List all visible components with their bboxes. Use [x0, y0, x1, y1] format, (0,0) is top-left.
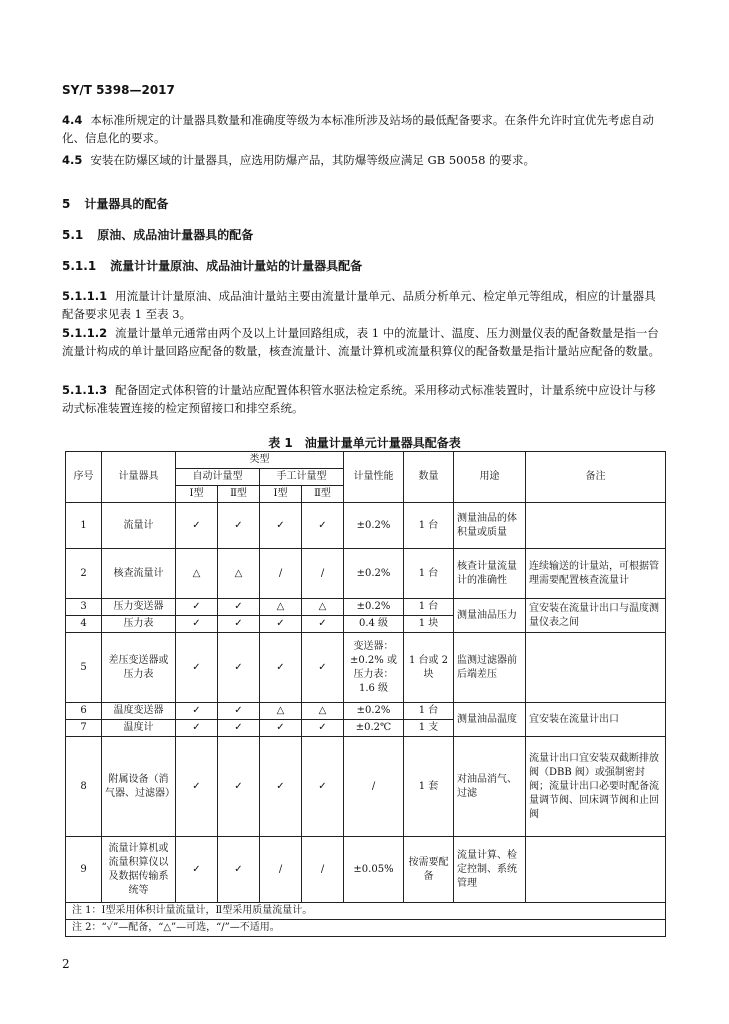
clause-5-1-1-3 [62, 381, 666, 417]
cell-usage: 测量油品压力 [454, 599, 526, 633]
cell-seq: 6 [66, 703, 102, 720]
cell-remarks: 流量计出口宜安装双截断排放阀（DBB 阀）或强制密封阀；流量计出口必要时配备流量调节阀、回床调节阀和止回阀 [526, 737, 666, 837]
cell-mark: △ [260, 599, 302, 616]
header-performance: 计量性能 [344, 452, 404, 503]
cell-mark: △ [302, 599, 344, 616]
cell-performance: 0.4 级 [344, 616, 404, 633]
heading-number: 5.1.1 [62, 259, 97, 273]
cell-mark: ✓ [260, 737, 302, 837]
cell-mark: ✓ [218, 720, 260, 737]
clause-text: 用流量计计量原油、成品油计量站主要由流量计量单元、品质分析单元、检定单元等组成，相应的计量器具配备要求见表 1 至表 3。 [62, 289, 656, 321]
cell-mark: ✓ [218, 616, 260, 633]
cell-seq: 1 [66, 503, 102, 549]
table-note-row [66, 903, 666, 920]
cell-instrument: 附属设备（消气器、过滤器） [102, 737, 176, 837]
heading-number: 5.1 [62, 228, 84, 242]
table-row [66, 737, 666, 837]
cell-performance: / [344, 737, 404, 837]
cell-seq: 3 [66, 599, 102, 616]
cell-remarks [526, 633, 666, 703]
cell-usage: 核查计量流量计的准确性 [454, 549, 526, 599]
header-instrument: 计量器具 [102, 452, 176, 503]
cell-seq: 2 [66, 549, 102, 599]
cell-performance: ±0.05% [344, 837, 404, 903]
cell-performance: 变送器：±0.2% 或压力表：1.6 级 [344, 633, 404, 703]
cell-quantity: 1 台 [404, 703, 454, 720]
cell-quantity: 1 套 [404, 737, 454, 837]
section-heading-5-1 [62, 226, 253, 243]
clause-4-5 [62, 151, 666, 169]
cell-mark: / [302, 837, 344, 903]
cell-quantity: 1 台 [404, 599, 454, 616]
cell-remarks [526, 837, 666, 903]
cell-mark: ✓ [260, 503, 302, 549]
cell-performance: ±0.2% [344, 549, 404, 599]
header-manual-type1: Ⅰ型 [260, 486, 302, 503]
cell-quantity: 1 块 [404, 616, 454, 633]
header-manual: 手工计量型 [260, 469, 344, 486]
clause-number: 5.1.1.1 [62, 289, 108, 303]
cell-usage: 测量油品温度 [454, 703, 526, 737]
cell-seq: 8 [66, 737, 102, 837]
cell-usage: 监测过滤器前后端差压 [454, 633, 526, 703]
clause-text: 配备固定式体积管的计量站应配置体积管水驱法检定系统。采用移动式标准装置时，计量系统中应设计与移动式标准装置连接的检定预留接口和排空系统。 [62, 383, 656, 415]
cell-instrument: 温度计 [102, 720, 176, 737]
cell-usage: 对油品消气、过滤 [454, 737, 526, 837]
clause-text: 本标准所规定的计量器具数量和准确度等级为本标准所涉及站场的最低配备要求。在条件允许时宜优先考虑自动化、信息化的要求。 [62, 113, 654, 145]
cell-mark: ✓ [176, 599, 218, 616]
cell-mark: ✓ [176, 633, 218, 703]
clause-4-4 [62, 111, 666, 147]
cell-performance: ±0.2% [344, 599, 404, 616]
table-row [66, 503, 666, 549]
section-heading-5 [62, 195, 168, 212]
cell-quantity: 1 台 [404, 549, 454, 599]
cell-quantity: 1 台或 2 块 [404, 633, 454, 703]
cell-usage: 测量油品的体积量或质量 [454, 503, 526, 549]
cell-mark: ✓ [218, 837, 260, 903]
cell-remarks: 宜安装在流量计出口与温度测量仪表之间 [526, 599, 666, 633]
table-row [66, 549, 666, 599]
cell-remarks: 宜安装在流量计出口 [526, 703, 666, 737]
header-seq: 序号 [66, 452, 102, 503]
heading-number: 5 [62, 197, 71, 211]
header-auto-type2: Ⅱ型 [218, 486, 260, 503]
table-note-row [66, 920, 666, 937]
cell-mark: △ [176, 549, 218, 599]
clause-5-1-1-1 [62, 287, 666, 323]
cell-instrument: 压力变送器 [102, 599, 176, 616]
table-row [66, 633, 666, 703]
cell-mark: △ [218, 549, 260, 599]
cell-usage: 流量计算、检定控制、系统管理 [454, 837, 526, 903]
cell-mark: △ [302, 703, 344, 720]
clause-number: 4.4 [62, 113, 83, 127]
cell-mark: ✓ [302, 503, 344, 549]
cell-quantity: 1 支 [404, 720, 454, 737]
header-manual-type2: Ⅱ型 [302, 486, 344, 503]
cell-seq: 4 [66, 616, 102, 633]
cell-mark: ✓ [176, 837, 218, 903]
cell-performance: ±0.2% [344, 703, 404, 720]
cell-seq: 9 [66, 837, 102, 903]
standard-code-header: SY/T 5398—2017 [62, 83, 175, 97]
cell-mark: △ [260, 703, 302, 720]
cell-mark: ✓ [218, 599, 260, 616]
cell-instrument: 温度变送器 [102, 703, 176, 720]
clause-number: 4.5 [62, 153, 83, 167]
cell-instrument: 流量计 [102, 503, 176, 549]
equipment-table [65, 451, 666, 937]
table-note: 注 2：“✓”—配备，“△”—可选，“/”—不适用。 [66, 920, 666, 937]
cell-quantity: 按需要配备 [404, 837, 454, 903]
cell-remarks: 连续输送的计量站，可根据管理需要配置核查流量计 [526, 549, 666, 599]
header-type: 类型 [176, 452, 344, 469]
cell-mark: ✓ [218, 503, 260, 549]
cell-mark: ✓ [176, 703, 218, 720]
table-row [66, 703, 666, 720]
page-number: 2 [62, 957, 70, 971]
cell-seq: 5 [66, 633, 102, 703]
header-remarks: 备注 [526, 452, 666, 503]
table-row [66, 837, 666, 903]
table-row [66, 599, 666, 616]
cell-instrument: 流量计算机或流量积算仪以及数据传输系统等 [102, 837, 176, 903]
cell-mark: ✓ [260, 633, 302, 703]
cell-instrument: 差压变送器或压力表 [102, 633, 176, 703]
heading-text: 计量器具的配备 [84, 197, 169, 211]
cell-mark: ✓ [176, 616, 218, 633]
cell-mark: ✓ [176, 503, 218, 549]
table-title: 表 1 油量计量单元计量器具配备表 [268, 436, 461, 450]
cell-seq: 7 [66, 720, 102, 737]
heading-text: 原油、成品油计量器具的配备 [97, 228, 254, 242]
cell-instrument: 压力表 [102, 616, 176, 633]
section-heading-5-1-1 [62, 257, 362, 274]
cell-mark: ✓ [260, 720, 302, 737]
header-auto-type1: Ⅰ型 [176, 486, 218, 503]
cell-mark: ✓ [302, 737, 344, 837]
cell-mark: ✓ [176, 737, 218, 837]
cell-mark: ✓ [218, 633, 260, 703]
header-usage: 用途 [454, 452, 526, 503]
clause-number: 5.1.1.2 [62, 326, 108, 340]
cell-mark: ✓ [218, 737, 260, 837]
header-quantity: 数量 [404, 452, 454, 503]
cell-performance: ±0.2℃ [344, 720, 404, 737]
cell-performance: ±0.2% [344, 503, 404, 549]
clause-text: 流量计量单元通常由两个及以上计量回路组成，表 1 中的流量计、温度、压力测量仪表的配备数量是指一台流量计构成的单计量回路应配备的数量，核查流量计、流量计算机或流量积算仪的配备数量是指计量站应配备的数量。 [62, 326, 660, 358]
cell-mark: / [260, 837, 302, 903]
clause-number: 5.1.1.3 [62, 383, 108, 397]
cell-mark: ✓ [302, 633, 344, 703]
cell-quantity: 1 台 [404, 503, 454, 549]
cell-mark: ✓ [302, 720, 344, 737]
cell-mark: / [260, 549, 302, 599]
header-auto: 自动计量型 [176, 469, 260, 486]
cell-mark: / [302, 549, 344, 599]
heading-text: 流量计计量原油、成品油计量站的计量器具配备 [110, 259, 363, 273]
cell-remarks [526, 503, 666, 549]
clause-text: 安装在防爆区域的计量器具，应选用防爆产品，其防爆等级应满足 GB 50058 的要求。 [90, 153, 536, 167]
cell-mark: ✓ [260, 616, 302, 633]
cell-mark: ✓ [176, 720, 218, 737]
cell-mark: ✓ [302, 616, 344, 633]
cell-mark: ✓ [218, 703, 260, 720]
cell-instrument: 核查流量计 [102, 549, 176, 599]
table-note: 注 1：Ⅰ型采用体积计量流量计，Ⅱ型采用质量流量计。 [66, 903, 666, 920]
clause-5-1-1-2 [62, 324, 666, 360]
